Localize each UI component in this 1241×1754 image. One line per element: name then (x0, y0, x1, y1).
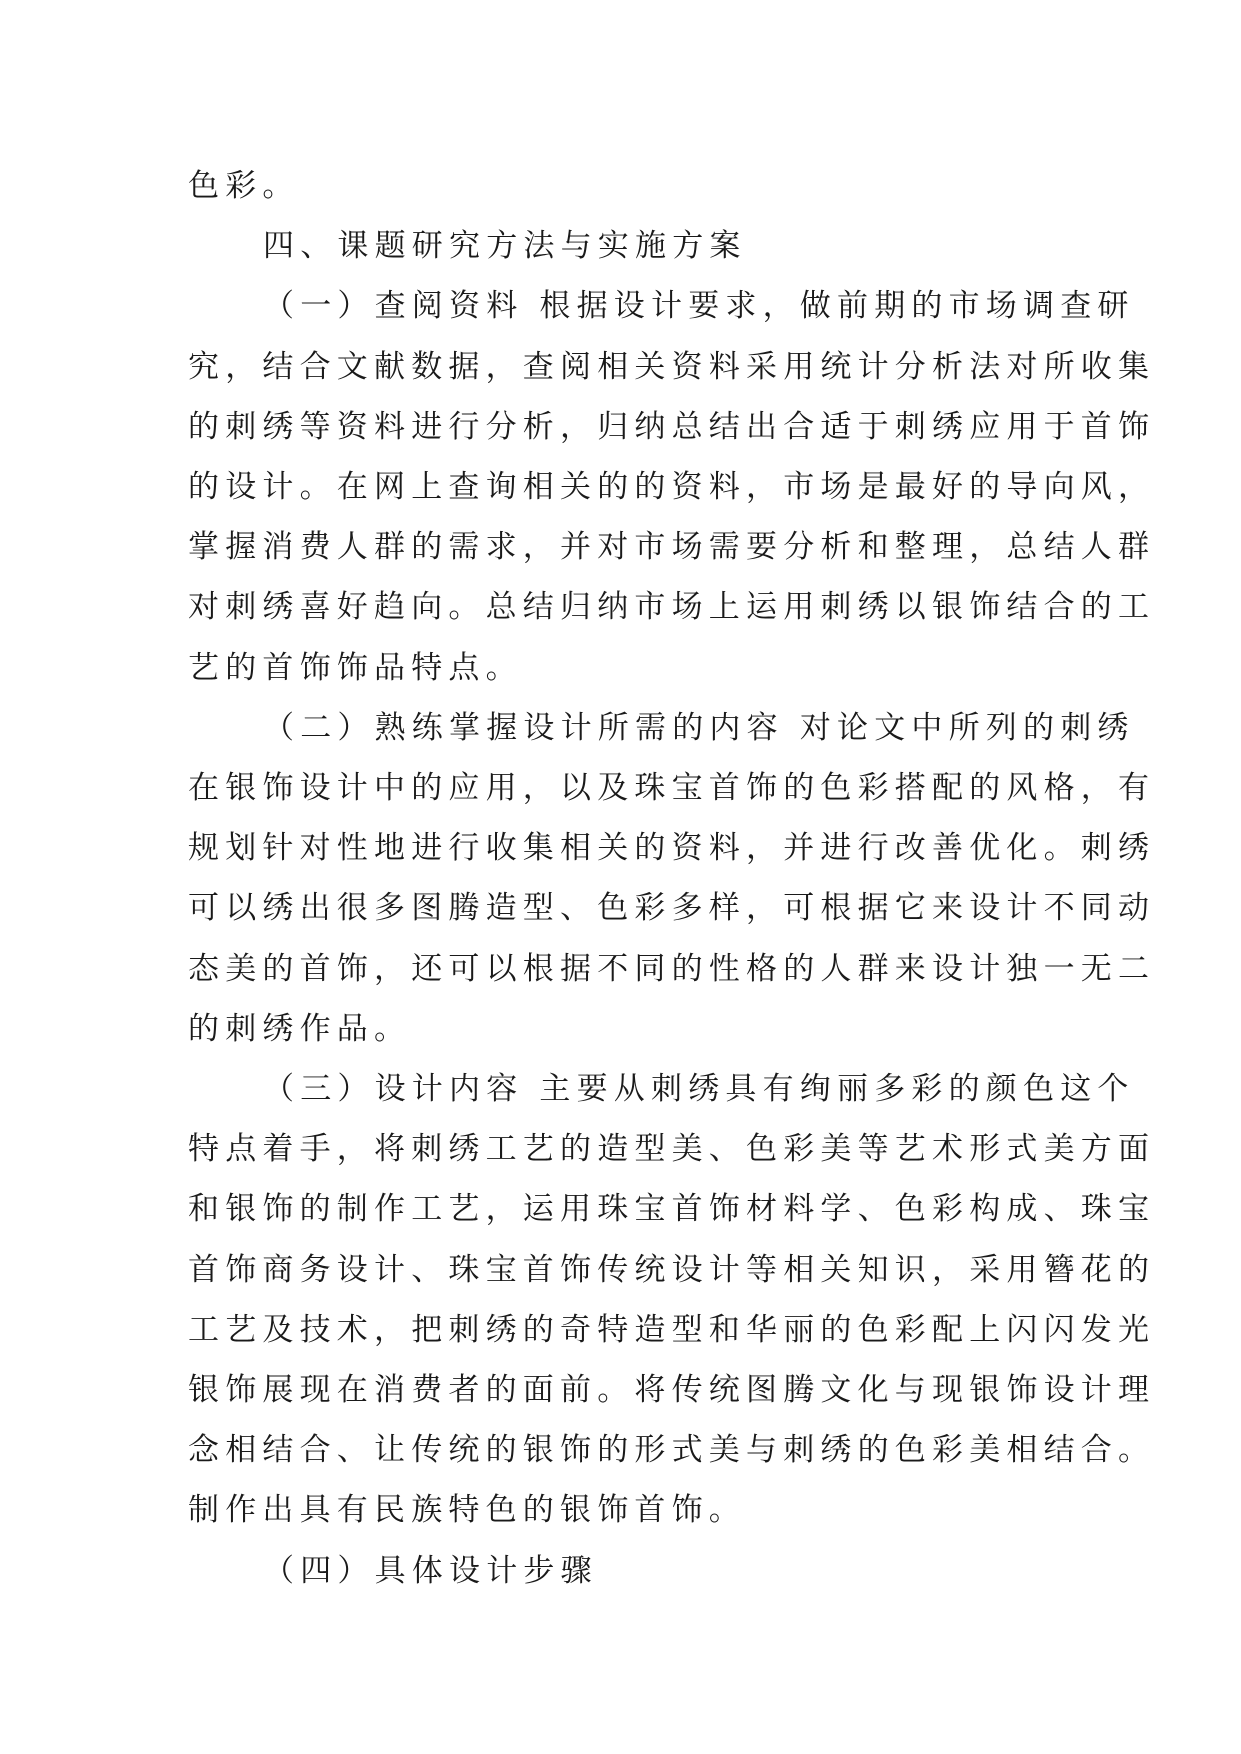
paragraph-4-heading: （四）具体设计步骤 (263, 1552, 598, 1589)
paragraph-3 (188, 1059, 1156, 1541)
continuation-paragraph (188, 156, 1068, 216)
paragraph-3-line-3: 和银饰的制作工艺，运用珠宝首饰材料学、色彩构成、珠宝 (188, 1191, 1156, 1228)
paragraph-1-line-1: （一）查阅资料 根据设计要求，做前期的市场调查研 (263, 288, 1135, 325)
paragraph-2-line-5: 态美的首饰，还可以根据不同的性格的人群来设计独一无二 (188, 950, 1156, 987)
paragraph-1-line-7: 艺的首饰饰品特点。 (188, 649, 523, 686)
section-heading-4 (188, 216, 1068, 276)
paragraph-1-line-5: 掌握消费人群的需求，并对市场需要分析和整理，总结人群 (188, 529, 1156, 566)
paragraph-4 (188, 1541, 1068, 1601)
paragraph-1-line-2: 究，结合文献数据，查阅相关资料采用统计分析法对所收集 (188, 348, 1156, 385)
paragraph-2-line-3: 规划针对性地进行收集相关的资料，并进行改善优化。刺绣 (188, 830, 1156, 867)
paragraph-3-line-1: （三）设计内容 主要从刺绣具有绚丽多彩的颜色这个 (263, 1071, 1135, 1108)
continuation-text: 色彩。 (188, 168, 300, 204)
paragraph-2-line-2: 在银饰设计中的应用，以及珠宝首饰的色彩搭配的风格，有 (188, 770, 1156, 807)
paragraph-3-line-8: 制作出具有民族特色的银饰首饰。 (188, 1492, 746, 1529)
paragraph-3-line-2: 特点着手，将刺绣工艺的造型美、色彩美等艺术形式美方面 (188, 1131, 1156, 1168)
paragraph-2-line-1: （二）熟练掌握设计所需的内容 对论文中所列的刺绣 (263, 709, 1135, 746)
paragraph-2-label: （二）熟练掌握设计所需的内容 (263, 709, 784, 746)
paragraph-3-line-4: 首饰商务设计、珠宝首饰传统设计等相关知识，采用簪花的 (188, 1251, 1156, 1288)
paragraph-3-label: （三）设计内容 (263, 1071, 524, 1108)
paragraph-1-line-6: 对刺绣喜好趋向。总结归纳市场上运用刺绣以银饰结合的工 (188, 589, 1156, 626)
paragraph-3-line-6: 银饰展现在消费者的面前。将传统图腾文化与现银饰设计理 (188, 1372, 1156, 1409)
document-body (188, 156, 1156, 1601)
paragraph-3-line-7: 念相结合、让传统的银饰的形式美与刺绣的色彩美相结合。 (188, 1432, 1156, 1469)
paragraph-3-line-5: 工艺及技术，把刺绣的奇特造型和华丽的色彩配上闪闪发光 (188, 1311, 1156, 1348)
paragraph-1-label: （一）查阅资料 (263, 288, 524, 325)
paragraph-2-line-4: 可以绣出很多图腾造型、色彩多样，可根据它来设计不同动 (188, 890, 1156, 927)
paragraph-2 (188, 698, 1156, 1059)
section-heading-text: 四、课题研究方法与实施方案 (263, 228, 747, 265)
paragraph-1-line-3: 的刺绣等资料进行分析，归纳总结出合适于刺绣应用于首饰 (188, 408, 1156, 445)
paragraph-2-line-6: 的刺绣作品。 (188, 1010, 412, 1047)
paragraph-1-line-4: 的设计。在网上查询相关的的资料，市场是最好的导向风， (188, 469, 1156, 506)
paragraph-1 (188, 276, 1156, 697)
